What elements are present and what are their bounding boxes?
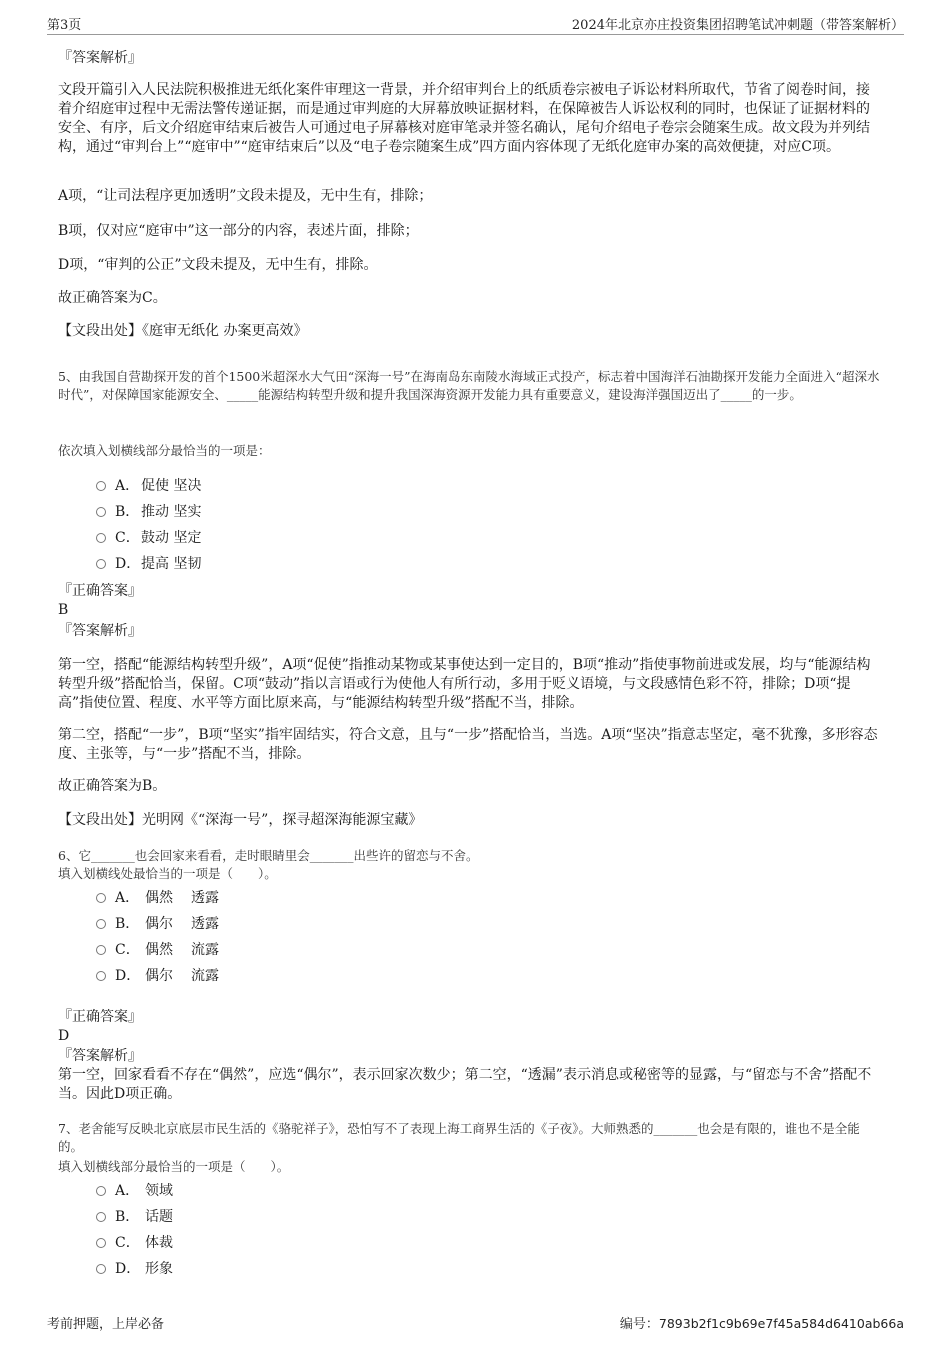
q4-analysis-label: 『答案解析』 [58, 50, 142, 66]
q6-option-b[interactable]: B． 偶尔 透露 [96, 915, 219, 934]
radio-icon[interactable] [96, 919, 106, 929]
q5-analysis-para1: 第一空，搭配“能源结构转型升级”，A项“促使”指推动某物或某事使达到一定目的，B项“推动”指使事物前进或发展，均与“能源结构转型升级”搭配恰当，保留。C项“鼓动”指以言语或行为使他人有所行动，多用于贬义语境，与文段感情色彩不符，排除；D项“提高”指使位置、程度、水平等方面比原来高，与“能源结构转型升级”搭配不当，排除。 [58, 657, 871, 711]
q5-answer: B [58, 602, 69, 618]
footer-code [620, 1313, 904, 1332]
radio-icon[interactable] [96, 971, 106, 981]
q5-analysis-para2: 第二空，搭配“一步”，B项“坚实”指牢固结实，符合文意，且与“一步”搭配恰当，当选。A项“坚决”指意志坚定，毫不犹豫，多形容态度、主张等，与“一步”搭配不当，排除。 [58, 727, 878, 762]
q5-conclusion: 故正确答案为B。 [58, 778, 167, 794]
q6-analysis-label: 『答案解析』 [58, 1048, 142, 1064]
document-title: 2024年北京亦庄投资集团招聘笔试冲刺题（带答案解析） [571, 18, 904, 33]
q7-option-d[interactable]: D． 形象 [96, 1260, 173, 1279]
q6-prompt: 填入划横线处最恰当的一项是（ ）。 [58, 866, 277, 881]
radio-icon[interactable] [96, 507, 106, 517]
footer-code-label: 编号： [619, 1317, 659, 1332]
q6-option-d[interactable]: D． 偶尔 流露 [96, 967, 219, 986]
footer-slogan: 考前押题，上岸必备 [47, 1317, 165, 1332]
footer-code-value: 7893b2f1c9b69e7f45a584d6410ab66a [658, 1316, 904, 1331]
q7-option-c[interactable]: C． 体裁 [96, 1234, 173, 1253]
radio-icon[interactable] [96, 1212, 106, 1222]
q7-option-a[interactable]: A． 领域 [96, 1182, 173, 1201]
q7-option-b[interactable]: B． 话题 [96, 1208, 173, 1227]
q5-option-d[interactable]: D．提高 坚韧 [96, 555, 201, 574]
radio-icon[interactable] [96, 1264, 106, 1274]
q6-answer-label: 『正确答案』 [58, 1009, 142, 1025]
q6-option-c[interactable]: C． 偶然 流露 [96, 941, 219, 960]
radio-icon[interactable] [96, 893, 106, 903]
q5-prompt: 依次填入划横线部分最恰当的一项是： [58, 443, 271, 458]
q7-stem: 7、老舍能写反映北京底层市民生活的《骆驼祥子》，恐怕写不了表现上海工商界生活的《子夜》。大师熟悉的_______也会是有限的，谁也不是全能的。 [58, 1121, 860, 1154]
q6-answer: D [58, 1028, 70, 1044]
q5-answer-label: 『正确答案』 [58, 583, 142, 599]
q4-option-b-analysis: B项，仅对应“庭审中”这一部分的内容，表述片面，排除； [58, 223, 419, 239]
radio-icon[interactable] [96, 559, 106, 569]
radio-icon[interactable] [96, 945, 106, 955]
q7-prompt: 填入划横线部分最恰当的一项是（ ）。 [58, 1159, 290, 1174]
q5-source: 【文段出处】光明网《“深海一号”，探寻超深海能源宝藏》 [58, 812, 423, 828]
q4-option-d-analysis: D项，“审判的公正”文段未提及，无中生有，排除。 [58, 257, 378, 273]
q4-source: 【文段出处】《庭审无纸化 办案更高效》 [58, 323, 308, 339]
q5-option-a[interactable]: A． 促使 坚决 [96, 477, 201, 496]
q6-option-a[interactable]: A． 偶然 透露 [96, 889, 219, 908]
q6-stem: 6、它_______也会回家来看看，走时眼睛里会_______出些许的留恋与不舍。 [58, 848, 479, 863]
radio-icon[interactable] [96, 1238, 106, 1248]
page-header [47, 12, 904, 35]
q5-stem: 5、由我国自营勘探开发的首个1500米超深水大气田“深海一号”在海南岛东南陵水海域正式投产，标志着中国海洋石油勘探开发能力全面进入“超深水时代”，对保障国家能源安全、_____能源结构转型升级和提升我国深海资源开发能力具有重要意义，建设海洋强国迈出了_____的一步。 [58, 369, 880, 402]
q6-analysis: 第一空，回家看看不存在“偶然”，应选“偶尔”，表示回家次数少；第二空，“透漏”表示消息或秘密等的显露，与“留恋与不舍”搭配不当。因此D项正确。 [58, 1067, 872, 1102]
q5-option-b[interactable]: B． 推动 坚实 [96, 503, 201, 522]
page-footer [47, 1310, 904, 1332]
q5-analysis-label: 『答案解析』 [58, 623, 142, 639]
radio-icon[interactable] [96, 481, 106, 491]
q4-option-a-analysis: A项，“让司法程序更加透明”文段未提及，无中生有，排除； [58, 188, 433, 204]
page-number: 第3页 [47, 18, 82, 33]
radio-icon[interactable] [96, 533, 106, 543]
q5-option-c[interactable]: C．鼓动 坚定 [96, 529, 201, 548]
q4-analysis-text: 文段开篇引入人民法院积极推进无纸化案件审理这一背景，并介绍审判台上的纸质卷宗被电子诉讼材料所取代，节省了阅卷时间，接着介绍庭审过程中无需法警传递证据，而是通过审判庭的大屏幕放映证据材料，在保障被告人诉讼权利的同时，也保证了证据材料的安全、有序，后文介绍庭审结束后被告人可通过电子屏幕核对庭审笔录并签名确认，尾句介绍电子卷宗会随案生成。故文段为并列结构，通过“审判台上”“庭审中”“庭审结束后”以及“电子卷宗随案生成”四方面内容体现了无纸化庭审办案的高效便捷，对应C项。 [58, 82, 870, 155]
radio-icon[interactable] [96, 1186, 106, 1196]
q4-conclusion: 故正确答案为C。 [58, 290, 167, 306]
